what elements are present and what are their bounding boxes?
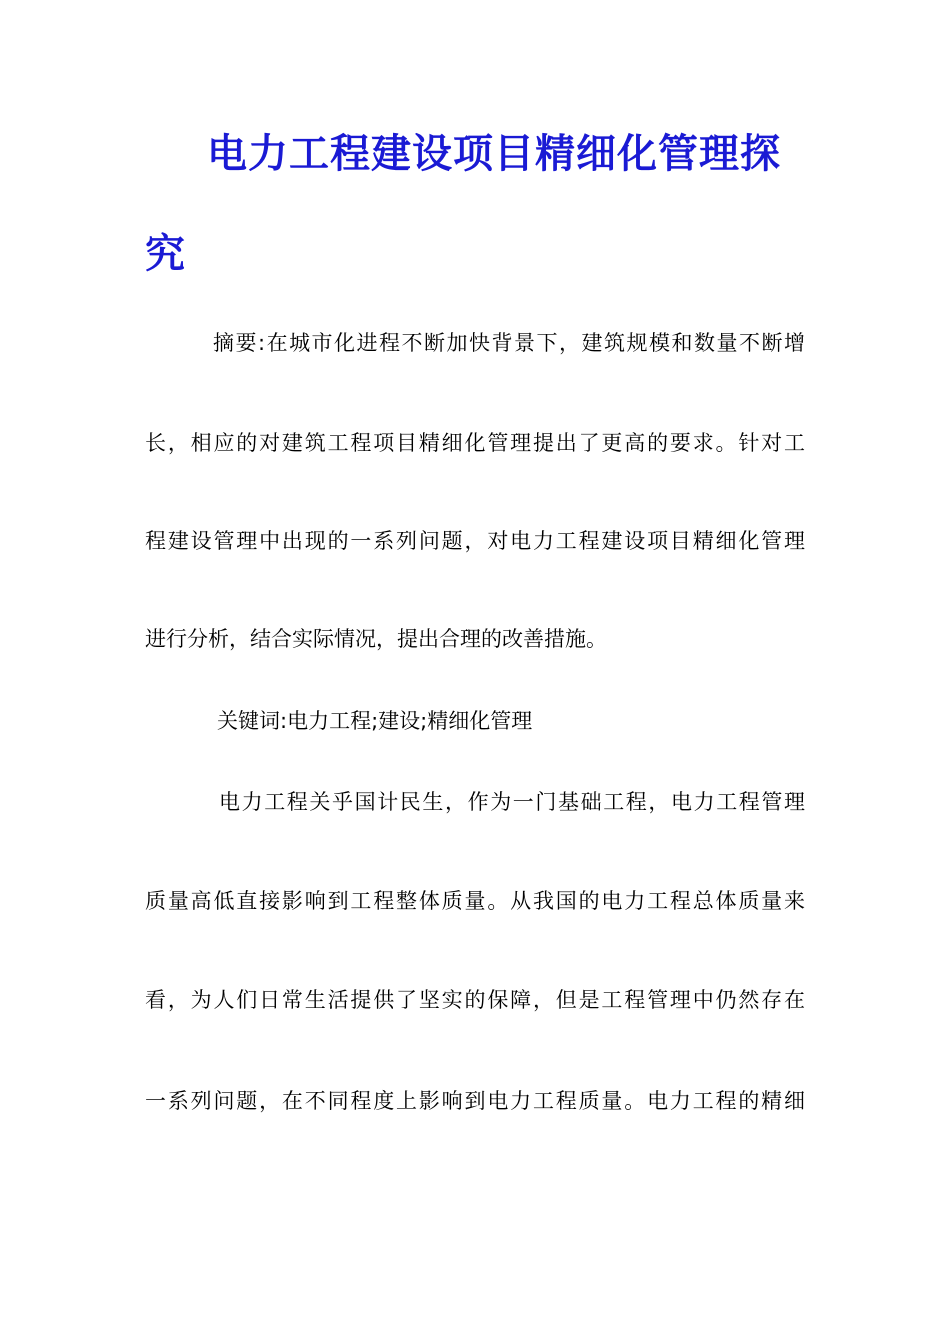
body-line: 一系列问题，在不同程度上影响到电力工程质量。电力工程的精细 <box>145 1089 805 1113</box>
body-line: 看，为人们日常生活提供了坚实的保障，但是工程管理中仍然存在 <box>145 988 805 1012</box>
abstract-line: 程建设管理中出现的一系列问题，对电力工程建设项目精细化管理 <box>145 529 805 553</box>
abstract-line: 摘要:在城市化进程不断加快背景下，建筑规模和数量不断增 <box>213 331 805 355</box>
abstract-line: 进行分析，结合实际情况，提出合理的改善措施。 <box>145 627 607 651</box>
document-title-line-2: 究 <box>145 230 186 277</box>
abstract-line: 长，相应的对建筑工程项目精细化管理提出了更高的要求。针对工 <box>145 431 805 455</box>
keywords-line: 关键词:电力工程;建设;精细化管理 <box>217 709 533 733</box>
body-line: 电力工程关乎国计民生，作为一门基础工程，电力工程管理 <box>219 790 805 814</box>
document-title-line-1: 电力工程建设项目精细化管理探 <box>207 130 781 177</box>
body-line: 质量高低直接影响到工程整体质量。从我国的电力工程总体质量来 <box>145 889 805 913</box>
